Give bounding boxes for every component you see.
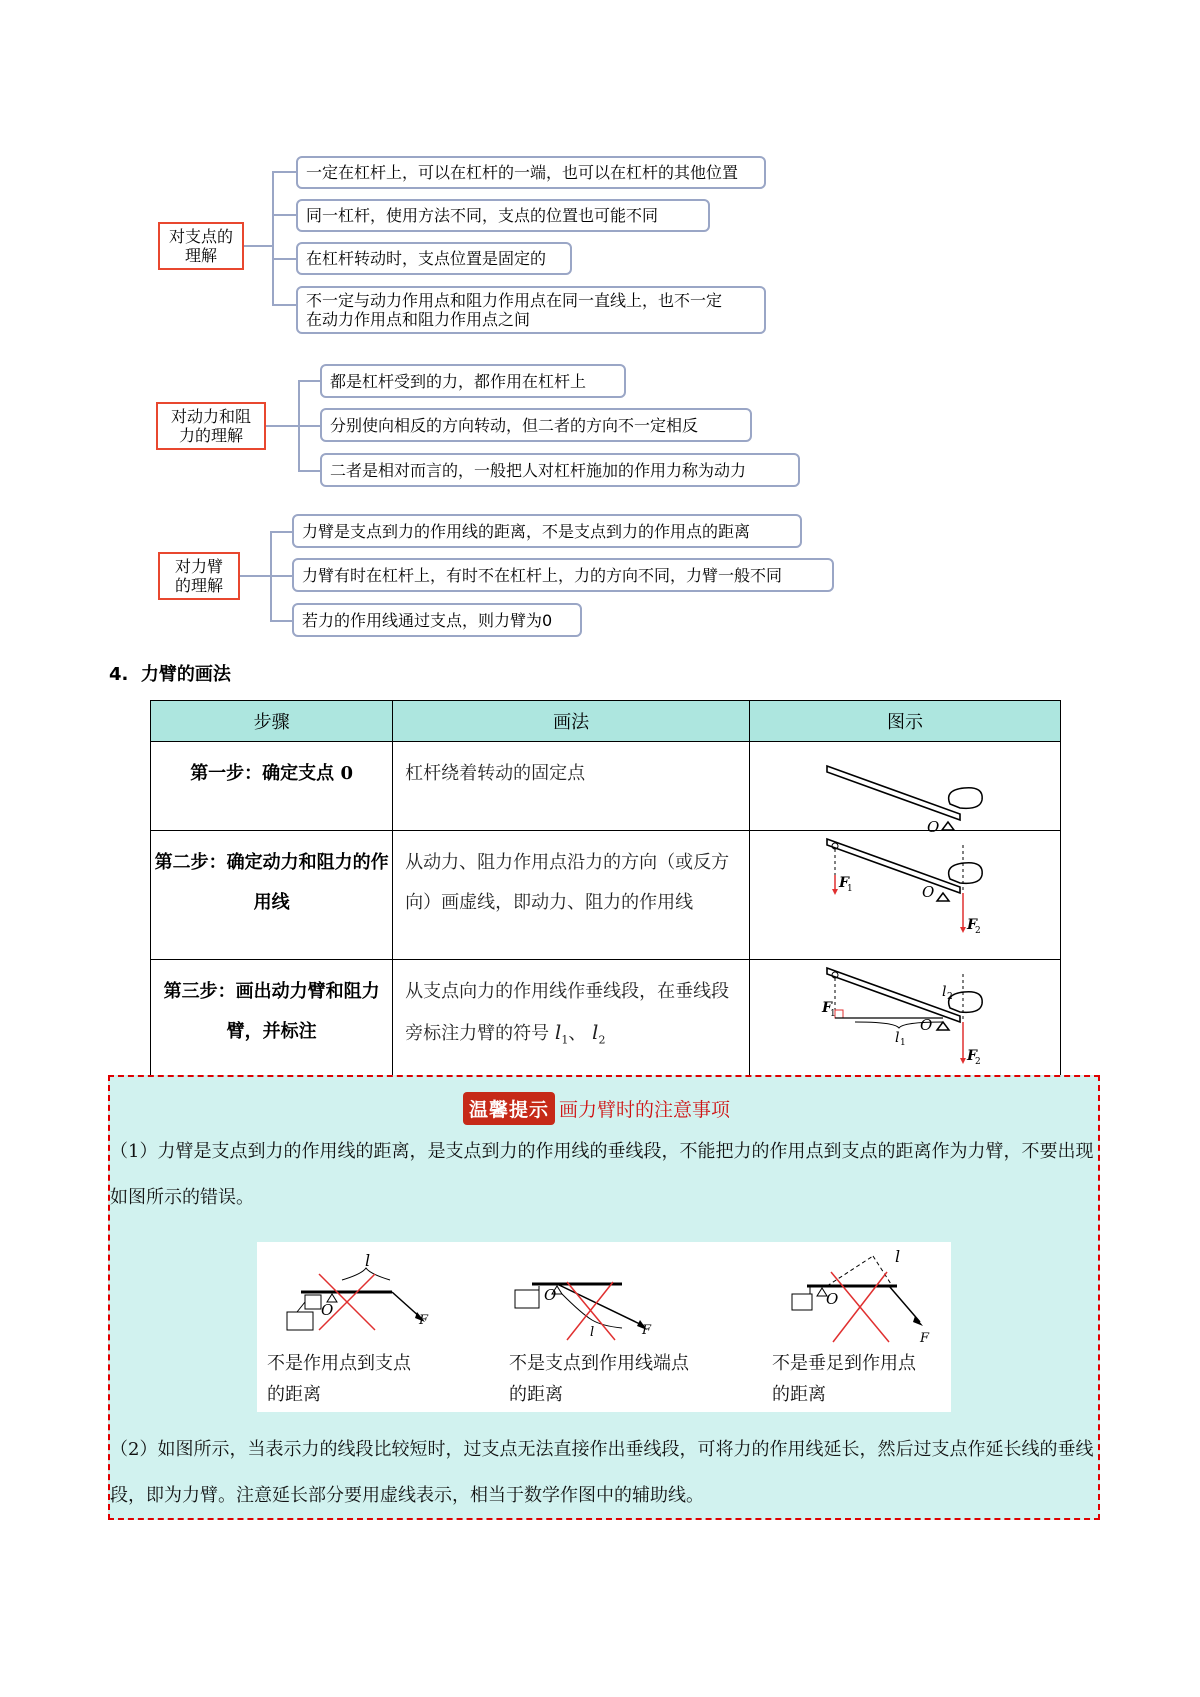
- subscript: 2: [946, 992, 953, 1002]
- arm-label: l: [895, 1247, 901, 1266]
- table-header: 步骤: [151, 701, 393, 742]
- tip-heading: 画力臂时的注意事项: [559, 1098, 731, 1121]
- tip-badge: 温馨提示: [463, 1092, 555, 1125]
- error-caption-3: 不是垂足到作用点 的距离: [772, 1353, 916, 1405]
- pivot-label: O: [544, 1286, 557, 1304]
- mindmap-item: 二者是相对而言的，一般把人对杠杆施加的作用力称为动力: [320, 453, 800, 487]
- connector-line: [272, 304, 298, 306]
- connector-line: [298, 470, 322, 472]
- mindmap-item: 在杠杆转动时，支点位置是固定的: [296, 242, 572, 275]
- error-caption-1: 不是作用点到支点 的距离: [267, 1353, 411, 1405]
- error-figure-1: [287, 1251, 429, 1330]
- arm-label: l: [365, 1251, 371, 1270]
- subscript: 1: [561, 1033, 569, 1047]
- mindmap-item: 力臂有时在杠杆上，有时不在杠杆上，力的方向不同，力臂一般不同: [292, 558, 834, 592]
- symbol-separator: 、: [568, 1023, 587, 1044]
- error-caption-2: 不是支点到作用线端点 的距离: [509, 1353, 689, 1405]
- subscript: 1: [846, 884, 853, 894]
- error-figure-2: [515, 1282, 652, 1340]
- connector-line: [244, 245, 272, 247]
- step-cell: 第一步：确定支点 0: [151, 742, 393, 831]
- error-figures-drawing: [257, 1242, 951, 1352]
- error-figure-3: [792, 1247, 930, 1346]
- mindmap-root-arm: 对力臂 的理解: [158, 552, 240, 600]
- force-label: F: [642, 1323, 652, 1338]
- connector-line: [270, 575, 294, 577]
- pivot-label: O: [826, 1290, 839, 1308]
- force-label: F: [920, 1331, 930, 1346]
- table-header: 画法: [393, 701, 750, 742]
- table-row: [151, 831, 1061, 960]
- pivot-label: O: [919, 1016, 933, 1034]
- error-figures: [257, 1242, 951, 1412]
- table-row: [151, 742, 1061, 831]
- connector-line: [272, 171, 298, 173]
- pivot-label: O: [926, 818, 940, 836]
- subscript: 2: [974, 926, 981, 936]
- connector-line: [298, 380, 322, 382]
- symbol-l2: l: [592, 1020, 599, 1044]
- section-heading: [109, 660, 231, 686]
- figure-cell: [749, 831, 1060, 960]
- mindmap-item: 同一杠杆，使用方法不同，支点的位置也可能不同: [296, 199, 710, 232]
- subscript: 1: [829, 1009, 836, 1019]
- mindmap-item: 一定在杠杆上，可以在杠杆的一端，也可以在杠杆的其他位置: [296, 156, 766, 189]
- connector-line: [272, 171, 274, 306]
- subscript: 2: [598, 1033, 606, 1047]
- pivot-label: O: [321, 1301, 334, 1319]
- force-label: F: [419, 1313, 429, 1328]
- arm-label: l: [590, 1325, 595, 1340]
- figure-cell: [749, 742, 1060, 836]
- mindmap-item: 都是杠杆受到的力，都作用在杠杆上: [320, 364, 626, 398]
- section-number: 4.: [109, 664, 129, 685]
- mindmap-item: 不一定与动力作用点和阻力作用点在同一直线上，也不一定 在动力作用点和阻力作用点之间: [296, 286, 766, 334]
- lever-figure-step2: [750, 831, 1060, 955]
- method-cell: 杠杆绕着转动的固定点: [393, 742, 750, 831]
- arm-label: l: [894, 1030, 900, 1046]
- connector-line: [266, 425, 298, 427]
- force-label: F: [838, 875, 849, 891]
- mindmap-item: 分别使向相反的方向转动，但二者的方向不一定相反: [320, 408, 752, 442]
- method-cell: 从动力、阻力作用点沿力的方向（或反方向）画虚线，即动力、阻力的作用线: [393, 831, 750, 960]
- tip-box: [108, 1075, 1100, 1520]
- mindmap-item: 力臂是支点到力的作用线的距离，不是支点到力的作用点的距离: [292, 514, 802, 548]
- force-label: F: [821, 1000, 832, 1016]
- method-cell: [393, 960, 750, 1091]
- force-label: F: [966, 917, 977, 933]
- connector-line: [270, 531, 294, 533]
- pivot-label: O: [921, 883, 935, 901]
- method-text: 从支点向力的作用线作垂线段，在垂线段旁标注力臂的符号: [405, 981, 730, 1044]
- tip-title: [463, 1091, 730, 1125]
- connector-line: [240, 575, 272, 577]
- mindmap-root-fulcrum: 对支点的 理解: [158, 222, 244, 270]
- lever-figure-step3: [750, 960, 1060, 1086]
- mindmap-root-forces: 对动力和阻 力的理解: [156, 402, 266, 450]
- table-header: 图示: [749, 701, 1060, 742]
- symbol-l1: l: [554, 1020, 562, 1044]
- tip-paragraph-2: （2）如图所示，当表示力的线段比较短时，过支点无法直接作出垂线段，可将力的作用线延长，然后过支点作延长线的垂线段，即为力臂。注意延长部分要用虚线表示，相当于数学作图中的辅助线。: [110, 1439, 1094, 1506]
- table-row: [151, 960, 1061, 1091]
- connector-line: [298, 425, 322, 427]
- section-title: 力臂的画法: [140, 664, 231, 685]
- figure-cell: [749, 960, 1060, 1091]
- mindmap-item: 若力的作用线通过支点，则力臂为0: [292, 603, 582, 637]
- table-header-row: [151, 701, 1061, 742]
- arm-label: l: [941, 984, 947, 1000]
- steps-table: [150, 700, 1061, 1091]
- subscript: 2: [974, 1057, 981, 1067]
- subscript: 1: [899, 1038, 906, 1048]
- connector-line: [270, 620, 294, 622]
- tip-paragraph-1: （1）力臂是支点到力的作用线的距离，是支点到力的作用线的垂线段，不能把力的作用点到支点的距离作为力臂，不要出现如图所示的错误。: [110, 1141, 1094, 1208]
- connector-line: [272, 214, 298, 216]
- step-cell: 第二步：确定动力和阻力的作用线: [151, 831, 393, 960]
- connector-line: [272, 258, 298, 260]
- lever-figure-step1: [750, 742, 1060, 836]
- force-label: F: [966, 1048, 977, 1064]
- step-cell: 第三步：画出动力臂和阻力臂，并标注: [151, 960, 393, 1091]
